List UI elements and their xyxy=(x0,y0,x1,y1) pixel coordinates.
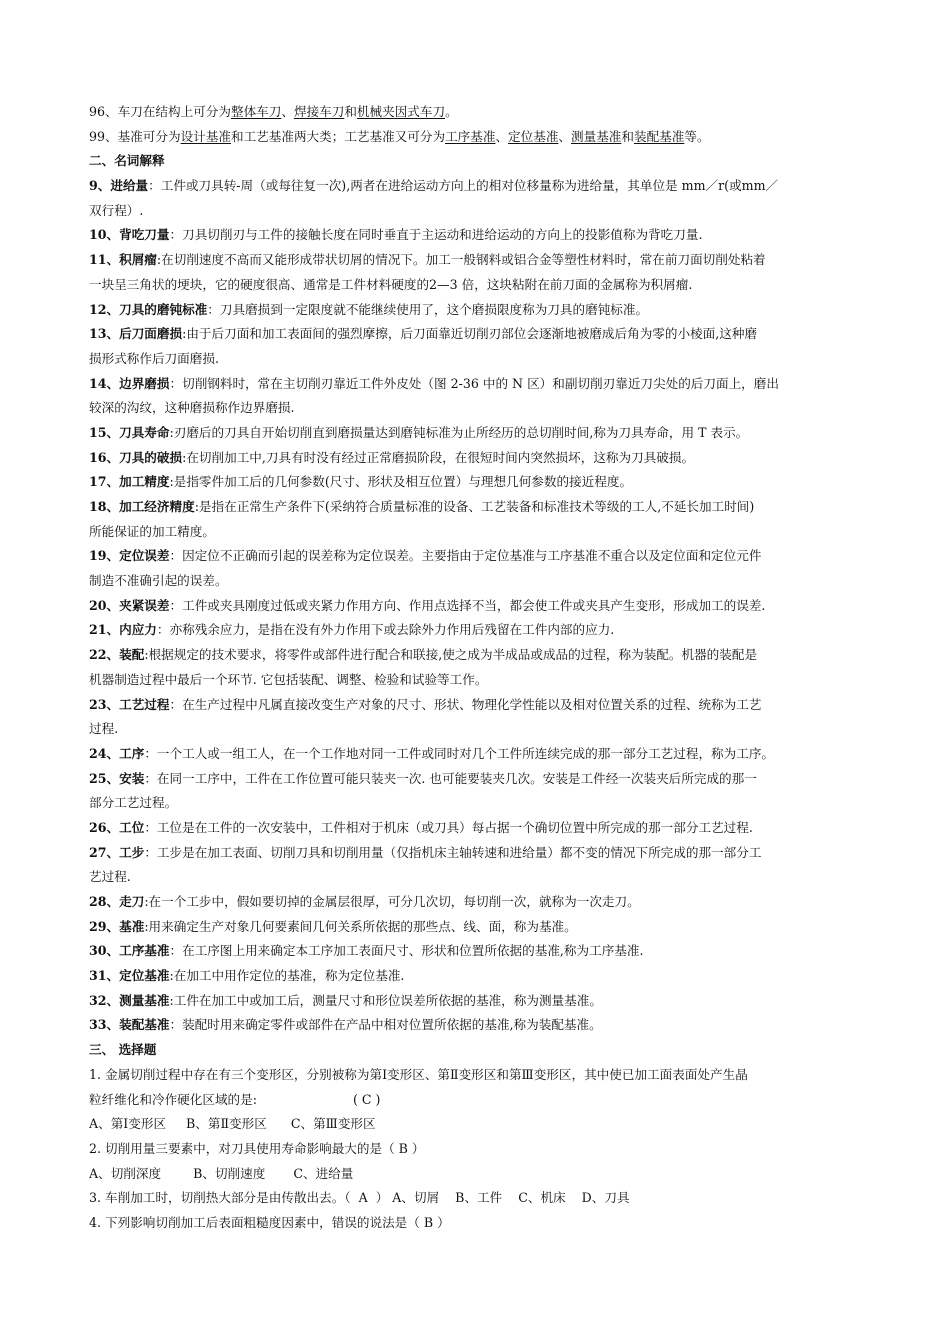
definition-item xyxy=(89,174,867,223)
definition-text: :工件在加工中或加工后，测量尺寸和形位误差所依据的基准，称为测量基准。 xyxy=(169,992,602,1008)
page-content xyxy=(89,100,867,1236)
answer-underlined: 定位基准 xyxy=(508,128,559,144)
definition-text: :在加工中用作定位的基准，称为定位基准. xyxy=(169,968,405,984)
definition-term: 9、进给量 xyxy=(89,178,149,194)
definition-term: 21、内应力 xyxy=(89,622,157,638)
definition-item xyxy=(89,322,867,371)
definition-line xyxy=(89,693,867,718)
definition-term: 33、装配基准 xyxy=(89,1017,170,1033)
answer-underlined: 焊接车刀 xyxy=(293,104,345,119)
definition-text: ：一个工人或一组工人，在一个工作地对同一工件或同时对几个工件所连续完成的那一部分工艺过程，称为工序。 xyxy=(144,745,774,761)
section-heading-choice: 三、 选择题 xyxy=(89,1042,157,1058)
definition-text: ：装配时用来确定零件或部件在产品中相对位置所依据的基准,称为装配基准。 xyxy=(169,1017,602,1033)
definition-text: ：在同一工序中，工件在工作位置可能只装夹一次. 也可能要装夹几次。安装是工件经一次装夹后所完成的那一 xyxy=(144,770,757,786)
fill-item-96 xyxy=(89,100,867,125)
item-text: 99、基准可分为 xyxy=(89,128,181,144)
definition-item xyxy=(89,372,867,421)
definition-line xyxy=(89,915,867,940)
definition-term: 19、定位误差 xyxy=(89,548,170,564)
definition-line-continued: 过程. xyxy=(89,721,119,737)
definition-line xyxy=(89,939,867,964)
item-text: 。 xyxy=(445,104,458,119)
definition-text: ：刀具切削刃与工件的接触长度在同时垂直于主运动和进给运动的方向上的投影值称为背吃刀量. xyxy=(169,227,703,243)
item-text: 、 xyxy=(281,104,294,119)
definition-line xyxy=(89,1013,867,1038)
definition-term: 14、边界磨损 xyxy=(89,375,170,391)
item-text: 96、车刀在结构上可分为 xyxy=(89,104,231,119)
definition-text: ：在工序图上用来确定本工序加工表面尺寸、形状和位置所依据的基准,称为工序基准. xyxy=(169,943,644,959)
definition-text: ：切削钢料时，常在主切削刃靠近工件外皮处（图 2-36 中的 N 区）和副切削刃靠近刀尖处的后刀面上，磨出 xyxy=(169,375,779,391)
definition-term: 11、积屑瘤 xyxy=(89,252,157,268)
definition-text: :用来确定生产对象几何要素间几何关系所依据的那些点、线、面，称为基准。 xyxy=(144,918,577,934)
item-text: 和 xyxy=(344,104,357,119)
definition-text: :是指在正常生产条件下(采纳符合质量标准的设备、工艺装备和标准技术等级的工人,不延长加工时间) xyxy=(194,499,755,514)
definition-term: 27、工步 xyxy=(89,844,145,860)
answer-underlined: 设计基准 xyxy=(180,128,231,144)
definition-term: 15、刀具寿命 xyxy=(89,424,170,440)
definition-text: ：工位是在工件的一次安装中，工件相对于机床（或刀具）每占据一个确切位置中所完成的那一部分工艺过程. xyxy=(144,819,753,835)
definition-line xyxy=(89,495,867,520)
definition-text: :根据规定的技术要求，将零件或部件进行配合和联接,使之成为半成品或成品的过程，称为装配。机器的装配是 xyxy=(144,647,758,663)
definition-line xyxy=(89,446,867,471)
definition-text: ：在生产过程中凡属直接改变生产对象的尺寸、形状、物理化学性能以及相对位置关系的过程、统称为工艺 xyxy=(169,696,762,712)
definition-line xyxy=(89,248,867,273)
definition-item xyxy=(89,767,867,816)
definition-line-continued: 制造不准确引起的误差。 xyxy=(89,573,228,589)
definition-item xyxy=(89,643,867,692)
definition-term: 29、基准 xyxy=(89,918,145,934)
definition-item xyxy=(89,421,867,446)
definition-line xyxy=(89,421,867,446)
definition-item xyxy=(89,618,867,643)
definition-text: :由于后刀面和加工表面间的强烈摩擦，后刀面靠近切削刃部位会逐渐地被磨成后角为零的小棱面,这种磨 xyxy=(182,326,758,342)
definition-item xyxy=(89,298,867,323)
definition-text: ：工件或夹具刚度过低或夹紧力作用方向、作用点选择不当，都会使工件或夹具产生变形，形成加工的误差. xyxy=(169,597,766,613)
question-1-line-2 xyxy=(89,1088,867,1113)
definition-item xyxy=(89,964,867,989)
definition-line xyxy=(89,742,867,767)
definition-item xyxy=(89,989,867,1014)
definition-line xyxy=(89,298,867,323)
definition-line xyxy=(89,964,867,989)
definition-term: 24、工序 xyxy=(89,745,145,761)
definition-term: 16、刀具的破损 xyxy=(89,449,183,465)
definition-text: :在切削速度不高而又能形成带状切屑的情况下。加工一般钢料或铝合金等塑性材料时，常在前刀面切削处粘着 xyxy=(156,252,766,268)
definition-line xyxy=(89,618,867,643)
section-heading-definitions: 二、名词解释 xyxy=(89,153,165,169)
definition-text: ：亦称残余应力，是指在没有外力作用下或去除外力作用后残留在工件内部的应力. xyxy=(156,622,615,638)
question-1-options: A、第Ⅰ变形区 B、第Ⅱ变形区 C、第Ⅲ变形区 xyxy=(89,1116,376,1132)
definition-term: 12、刀具的磨钝标准 xyxy=(89,301,208,317)
definition-line xyxy=(89,890,867,915)
definition-term: 10、背吃刀量 xyxy=(89,227,170,243)
fill-item-99 xyxy=(89,125,867,150)
definition-item xyxy=(89,841,867,890)
definition-term: 23、工艺过程 xyxy=(89,696,170,712)
question-text: 粒纤维化和冷作硬化区域的是: xyxy=(89,1091,257,1107)
definition-line xyxy=(89,322,867,347)
definition-term: 17、加工精度 xyxy=(89,474,170,490)
definition-line-continued: 双行程）. xyxy=(89,202,144,218)
definition-line-continued: 机器制造过程中最后一个环节. 它包括装配、调整、检验和试验等工作。 xyxy=(89,671,488,687)
definition-item xyxy=(89,816,867,841)
question-4: 4. 下列影响切削加工后表面粗糙度因素中，错误的说法是（ B ） xyxy=(89,1214,450,1230)
definition-line-continued: 所能保证的加工精度。 xyxy=(89,523,215,539)
answer-underlined: 测量基准 xyxy=(571,128,622,144)
definition-item xyxy=(89,915,867,940)
definition-text: :在切削加工中,刀具有时没有经过正常磨损阶段，在很短时间内突然损坏，这称为刀具破损。 xyxy=(182,449,695,465)
definition-text: ：因定位不正确而引起的误差称为定位误差。主要指由于定位基准与工序基准不重合以及定位面和定位元件 xyxy=(169,548,762,564)
definition-text: :刃磨后的刀具自开始切削直到磨损量达到磨钝标准为止所经历的总切削时间,称为刀具寿命，用 T 表示。 xyxy=(169,424,749,440)
definition-line xyxy=(89,767,867,792)
question-2: 2. 切削用量三要素中，对刀具使用寿命影响最大的是（ B ） xyxy=(89,1140,425,1156)
definition-line xyxy=(89,544,867,569)
definition-text: ：工步是在加工表面、切削刀具和切削用量（仅指机床主轴转速和进给量）都不变的情况下所完成的那一部分工 xyxy=(144,844,762,860)
definition-term: 20、夹紧误差 xyxy=(89,597,170,613)
definition-item xyxy=(89,594,867,619)
definition-item xyxy=(89,890,867,915)
definition-text: :在一个工步中，假如要切掉的金属层很厚，可分几次切，每切削一次，就称为一次走刀。 xyxy=(144,894,640,909)
definition-term: 18、加工经济精度 xyxy=(89,499,195,514)
item-text: 、 xyxy=(495,128,509,144)
item-text: 、 xyxy=(558,128,571,144)
definition-line xyxy=(89,643,867,668)
definition-line-continued: 艺过程. xyxy=(89,869,131,885)
definition-term: 32、测量基准 xyxy=(89,992,170,1008)
definition-text: :是指零件加工后的几何参数(尺寸、形状及相互位置）与理想几何参数的接近程度。 xyxy=(169,474,633,490)
definition-item xyxy=(89,470,867,495)
answer-underlined: 装配基准 xyxy=(633,128,685,144)
definition-line xyxy=(89,223,867,248)
definition-line-continued: 损形式称作后刀面磨损. xyxy=(89,350,219,366)
definition-term: 31、定位基准 xyxy=(89,968,170,984)
definition-line xyxy=(89,816,867,841)
definition-line xyxy=(89,174,867,199)
definition-item xyxy=(89,446,867,471)
definition-item xyxy=(89,939,867,964)
question-1-line-1: 1. 金属切削过程中存在有三个变形区，分别被称为第Ⅰ变形区、第Ⅱ变形区和第Ⅲ变形区，其中使已加工面表面处产生晶 xyxy=(89,1066,748,1082)
definition-item xyxy=(89,544,867,593)
definitions-list xyxy=(89,174,867,1038)
definition-item xyxy=(89,742,867,767)
item-text: 和工艺基准两大类；工艺基准又可分为 xyxy=(230,128,446,144)
definition-term: 13、后刀面磨损 xyxy=(89,326,183,342)
definition-term: 22、装配 xyxy=(89,647,145,663)
question-2-options: A、切削深度 B、切削速度 C、进给量 xyxy=(89,1165,354,1181)
definition-line xyxy=(89,841,867,866)
answer-underlined: 工序基准 xyxy=(445,128,496,144)
item-text: 和 xyxy=(621,128,634,144)
definition-term: 28、走刀 xyxy=(89,894,145,909)
question-3: 3. 车削加工时，切削热大部分是由传散出去。（ A ） A、切屑 B、工件 C、机床 D、刀具 xyxy=(89,1190,630,1206)
definition-term: 25、安装 xyxy=(89,770,145,786)
definition-line xyxy=(89,594,867,619)
definition-item xyxy=(89,495,867,544)
definition-line-continued: 一块呈三角状的埂块，它的硬度很高、通常是工件材料硬度的2—3 倍，这块粘附在前刀面的金属称为积屑瘤. xyxy=(89,276,693,292)
item-text: 等。 xyxy=(684,128,710,144)
answer-underlined: 整体车刀 xyxy=(230,104,282,119)
question-answer: ( C ) xyxy=(352,1091,381,1107)
definition-line xyxy=(89,372,867,397)
answer-underlined: 机械夹因式车刀 xyxy=(356,104,446,119)
definition-text: ：工件或刀具转-周（或每往复一次),两者在进给运动方向上的相对位移量称为进给量，其单位是 mm／r(或mm／ xyxy=(148,178,779,194)
definition-line-continued: 较深的沟纹，这种磨损称作边界磨损. xyxy=(89,400,295,416)
definition-item xyxy=(89,248,867,297)
definition-term: 30、工序基准 xyxy=(89,943,170,959)
definition-item xyxy=(89,1013,867,1038)
definition-item xyxy=(89,693,867,742)
definition-line-continued: 部分工艺过程。 xyxy=(89,795,178,811)
definition-text: ：刀具磨损到一定限度就不能继续使用了，这个磨损限度称为刀具的磨钝标准。 xyxy=(207,301,649,317)
definition-line xyxy=(89,470,867,495)
definition-line xyxy=(89,989,867,1014)
definition-item xyxy=(89,223,867,248)
definition-term: 26、工位 xyxy=(89,819,145,835)
